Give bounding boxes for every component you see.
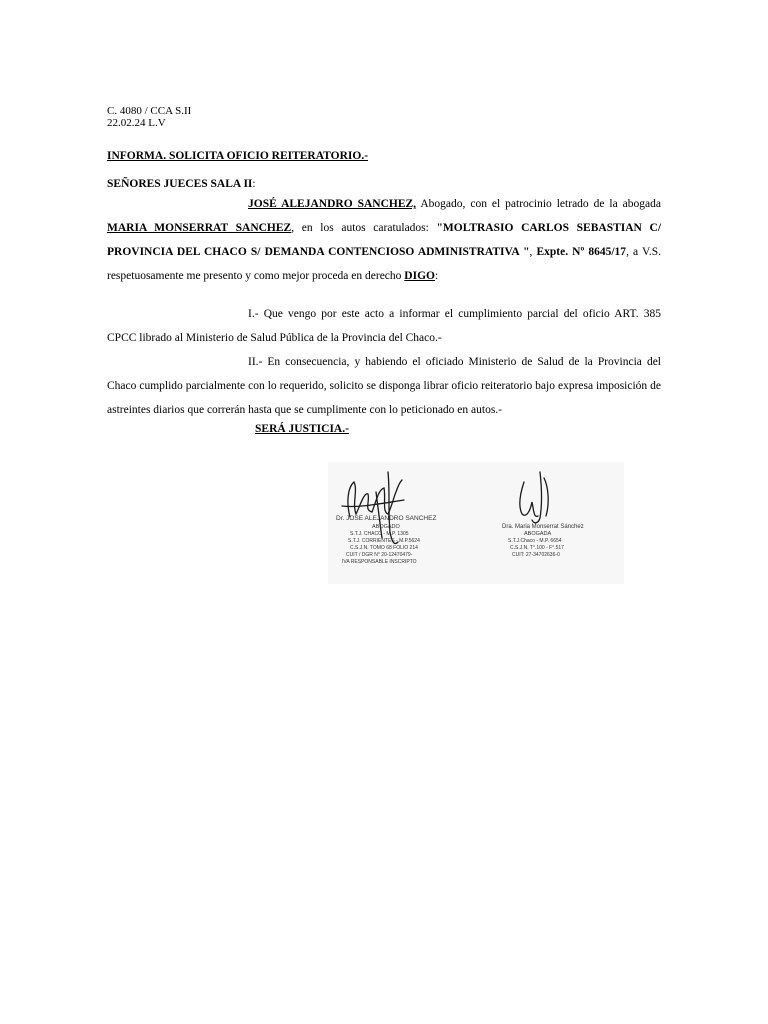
right-stamp-line: S.T.J.Chaco - M.P. 6654 xyxy=(508,538,562,544)
left-stamp-line: IVA RESPONSABLE INSCRIPTO xyxy=(342,559,417,565)
left-stamp-line: ABOGADO xyxy=(372,524,400,530)
right-stamp-line: C.S.J.N. T°.100 - F°.517 xyxy=(510,545,564,551)
right-stamp-line: ABOGADA xyxy=(524,531,552,537)
intro-text-3: , xyxy=(529,246,537,258)
cosponsor-name: MARIA MONSERRAT SANCHEZ xyxy=(107,222,292,234)
intro-text-5: : xyxy=(434,270,439,282)
signatures-graphic xyxy=(328,462,624,584)
salutation-text: SEÑORES JUECES SALA II xyxy=(107,178,253,190)
salutation xyxy=(107,178,256,190)
signature-area xyxy=(328,462,624,584)
reference-block xyxy=(107,105,191,129)
date-line: 22.02.24 L.V xyxy=(107,117,166,129)
closing-phrase: SERÁ JUSTICIA.- xyxy=(255,423,349,435)
left-stamp-line: S.T.J. CHACO - M.P. 1305 xyxy=(350,531,409,537)
intro-paragraph xyxy=(107,192,661,288)
right-stamp xyxy=(502,524,584,558)
left-stamp xyxy=(336,515,436,565)
case-number: C. 4080 / CCA S.II xyxy=(107,105,192,117)
left-stamp-line: CUIT / DGR N° 20-12470479- xyxy=(346,552,413,558)
left-stamp-line: C.S.J.N. TOMO 68 FOLIO 214 xyxy=(350,545,418,551)
right-stamp-line: Dra. Maria Monserrat Sánchez xyxy=(502,524,584,530)
right-stamp-line: CUIT: 27-34702636-0 xyxy=(512,552,560,558)
lawyer-name: JOSÉ ALEJANDRO SANCHEZ, xyxy=(248,198,417,210)
right-signature xyxy=(520,472,548,523)
spacer xyxy=(107,288,661,302)
intro-text-1: Abogado, con el patrocinio letrado de la abogada xyxy=(416,198,661,210)
body-text xyxy=(107,192,661,422)
case-caption: "MOLTRASIO CARLOS SEBASTIAN C/ PROVINCIA DEL CHACO S/ DEMANDA CONTENCIOSO ADMINISTRATIVA " xyxy=(107,222,662,258)
salutation-colon: : xyxy=(252,178,256,190)
intro-text-4: , a V.S. respetuosamente me presento y como mejor proceda en derecho xyxy=(107,246,661,282)
paragraph-two: II.- En consecuencia, y habiendo el oficiado Ministerio de Salud de la Provincia del Chaco cumplido parcialmente con lo requerido, solicito se disponga librar oficio reiteratorio bajo expresa imposición de astreintes diarios que correrán hasta que se cumplimente con lo peticionado en autos.- xyxy=(107,356,661,416)
file-number: Expte. Nº 8645/17 xyxy=(536,246,627,258)
left-stamp-line: Dr. JOSE ALEJANDRO SANCHEZ xyxy=(336,515,437,522)
intro-text-2: , en los autos caratulados: xyxy=(291,222,437,234)
document-title: INFORMA. SOLICITA OFICIO REITERATORIO.- xyxy=(107,150,369,162)
paragraph-one: I.- Que vengo por este acto a informar el cumplimiento parcial del oficio ART. 385 CPCC librado al Ministerio de Salud Pública de la Provincia del Chaco.- xyxy=(107,308,661,344)
digo-word: DIGO xyxy=(404,270,435,282)
left-stamp-line: S.T.J. CORRIENTES - M.P.5624 xyxy=(348,538,420,544)
